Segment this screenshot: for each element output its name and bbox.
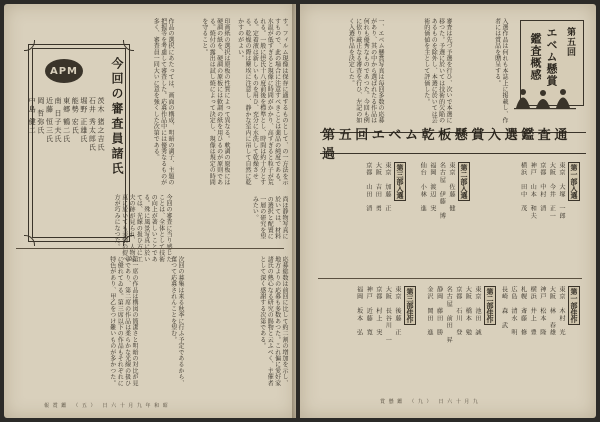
right-divider xyxy=(318,278,582,279)
apm-logo: APM xyxy=(45,59,83,83)
award-heading-lower-a: 第一部佳作 xyxy=(570,288,579,323)
banner-heading: 第五回エベム乾板懸賞入選鑑査通過 xyxy=(322,128,572,162)
entry-row: 神戸 山本 和夫 xyxy=(529,162,537,220)
entry-row: 京都 石川 登 xyxy=(454,286,462,337)
award-entries-lower-c xyxy=(324,286,402,392)
entry-row: 仙台 小林 進 xyxy=(419,162,427,213)
left-page-footer: 報 賞 鑑 （ 五 ） 日 六 十 月 九 年 和 昭 xyxy=(44,403,169,409)
entry-row: 名古屋 前田 昇 xyxy=(445,286,453,344)
left-text-col-c: 作品の選択にあたっては、画面の構成、明暗の調子、主題の把握等を考慮して審査した。応募作品中には優秀なるものが多く、審査員一同大いに意を強くした次第である。 xyxy=(152,18,174,186)
decorative-illustration xyxy=(512,84,578,110)
judge-name: 堀野 正雄氏 xyxy=(79,97,88,144)
judge-name: 茨木 猪之吉氏 xyxy=(97,97,105,152)
entry-row: 東京 池田 誠 xyxy=(474,286,481,337)
judge-name: 石井 秀太郎氏 xyxy=(88,97,97,152)
results-banner xyxy=(320,128,586,162)
left-text-col-g: 次回の募集は来る秋季に行ふ予定であるから、奮つて応募されんことを望む。 xyxy=(169,256,184,387)
left-text-col-d: 今回の審査に当り感じたことは、全体として技術の向上が著しいことである。殊に風景写真に於いては、光線の扱ひ方に工夫の跡が見られ、人物写真に於いても表情の捉へ方が巧みになつた。 xyxy=(113,194,172,263)
left-text-col-h: 第一席の作品は構図の簡潔さと明暗の対比が見事であり、第二席の作品は柔らかな光線の扱ひに優れてゐる。第三席以下の作品もそれぞれに特色があり、甲乙をつけ難いものが多かつた。 xyxy=(108,256,138,387)
right-text-col-b: 審査は先づ予選を行ひ、次いで本選に移つた。予選に於いては技術的欠陥のあるものを除外し、本選に於いては芸術的価値を主として評価した。 xyxy=(422,18,452,124)
award-heading-lower-c: 第三部佳作 xyxy=(406,288,415,323)
entry-row: 静岡 藤田 勝 xyxy=(435,286,443,337)
entry-row: 福岡 渡辺 実 xyxy=(428,162,436,213)
left-divider xyxy=(16,248,284,249)
entry-row: 長崎 森 武 xyxy=(500,286,508,330)
entry-row: 大阪 吉田 勇 xyxy=(374,162,382,213)
right-text-col-c: 入選作品は何れも本誌上に掲載し、作者には賞品を贈呈する。 xyxy=(493,18,508,124)
right-text-col-a: 一、エベム懸賞写真は毎回多数の応募があり、其の中から選ばれたる作品は何れも優秀なものであつた。今回も例に依り厳正なる審査を行ひ、左記の如く入選作品を決定した。 xyxy=(347,18,384,124)
entry-row: 横浜 田中 茂 xyxy=(519,162,527,213)
title-box-line-1: 第五回 xyxy=(565,27,575,57)
entry-row: 東京 木村 光 xyxy=(558,286,565,337)
judge-name: 近藤 恒三氏 xyxy=(45,97,54,144)
left-page xyxy=(4,4,296,418)
entry-row: 京都 中村 清 xyxy=(538,162,546,213)
award-heading-third: 第三部入選 xyxy=(396,164,405,199)
left-text-col-a: す。フィルム現像は保存に適するものとして、の一方法を示すもので、此の場合に注意すべきことは薬品の純度である。水温が低すぎると現像に時間がかかり、高すぎると粒子が荒れる。一般に摂氏十八度前後を標準とし、時間は約十分とする。定着液は新しいものを用ひ、充分に水洗して乾燥させる。乾燥の際は塵埃に注意し、静かな室内に吊して自然に乾かすのがよい。 xyxy=(236,18,288,186)
judge-name: 岡 哲弥氏 xyxy=(36,97,45,135)
right-page-footer: 賞 懸 鑑 （ 九 ） 日 六 十 月 九 xyxy=(380,399,479,405)
award-entries-third xyxy=(320,162,392,272)
award-entries-lower-a xyxy=(500,286,566,392)
judges-box-inner xyxy=(28,48,126,238)
entry-row: 神戸 近藤 寛 xyxy=(365,286,373,337)
judge-name: 中島 健二 xyxy=(28,97,37,135)
entry-row: 東京 後藤 正 xyxy=(394,286,401,337)
judge-name: 南 日子夫氏 xyxy=(54,97,63,144)
entry-row: 札幌 斎藤 修 xyxy=(519,286,527,337)
award-entries-lower-b xyxy=(420,286,482,392)
entry-row: 金沢 岡田 進 xyxy=(426,286,434,337)
left-text-col-e: 尚ほ静物写真に於いては、材料の選択と配置に一層の研究を望みたい。 xyxy=(251,196,288,240)
entry-row: 京都 山田 清 xyxy=(364,162,372,213)
judge-name: 東郷 鶴二氏 xyxy=(62,97,71,144)
judges-list xyxy=(28,97,105,231)
judge-name: 能勢 宏氏 xyxy=(71,97,80,135)
left-text-col-f: 応募総数は前回に比して約二割の増加を示し、地方よりの応募も多数あつた。これ偏に愛好家諸氏の熱心なる研究の賜物と云ふべく、主催者として深く感謝する次第である。 xyxy=(258,256,288,387)
left-text-col-b: 印画紙の選択は原板の性質によって異なる。軟調の原板には硬調の紙を、硬調の原板には軟調の紙を用ひるのが原則である。焼付の露出は試し焼によって決定し、現像は規定の時間を守ること。 xyxy=(200,18,230,186)
entry-row: 神戸 松本 隆 xyxy=(538,286,546,337)
entry-row: 名古屋 伊藤 博 xyxy=(438,162,446,220)
entry-row: 横浜 井上 豊 xyxy=(529,286,537,337)
entry-row: 大阪 長谷川 一 xyxy=(384,286,392,344)
title-box-line-2: エベム懸賞 xyxy=(545,27,558,87)
award-heading-lower-b: 第二部佳作 xyxy=(486,288,495,323)
entry-row: 京都 村上 実 xyxy=(374,286,382,337)
entry-row: 大阪 橋本 勉 xyxy=(464,286,472,337)
entry-row: 福岡 坂本 弘 xyxy=(355,286,363,337)
entry-row: 広島 清水 明 xyxy=(510,286,518,337)
judges-box-title: 今回の審査員諸氏 xyxy=(110,57,124,177)
award-heading-first: 第一部入選 xyxy=(570,164,579,199)
entry-row: 東京 大塚 一郎 xyxy=(558,162,565,220)
entry-row: 東京 加藤 正 xyxy=(384,162,391,213)
title-box-line-3: 鑑査概感 xyxy=(529,33,542,81)
entry-row: 東京 佐藤 健 xyxy=(448,162,455,213)
entry-row: 大阪 今井 正一 xyxy=(548,162,556,220)
entry-row: 大阪 林 春雄 xyxy=(548,286,556,337)
award-heading-second: 第二部入選 xyxy=(460,164,469,199)
award-entries-second xyxy=(414,162,456,272)
award-entries-first xyxy=(520,162,566,272)
